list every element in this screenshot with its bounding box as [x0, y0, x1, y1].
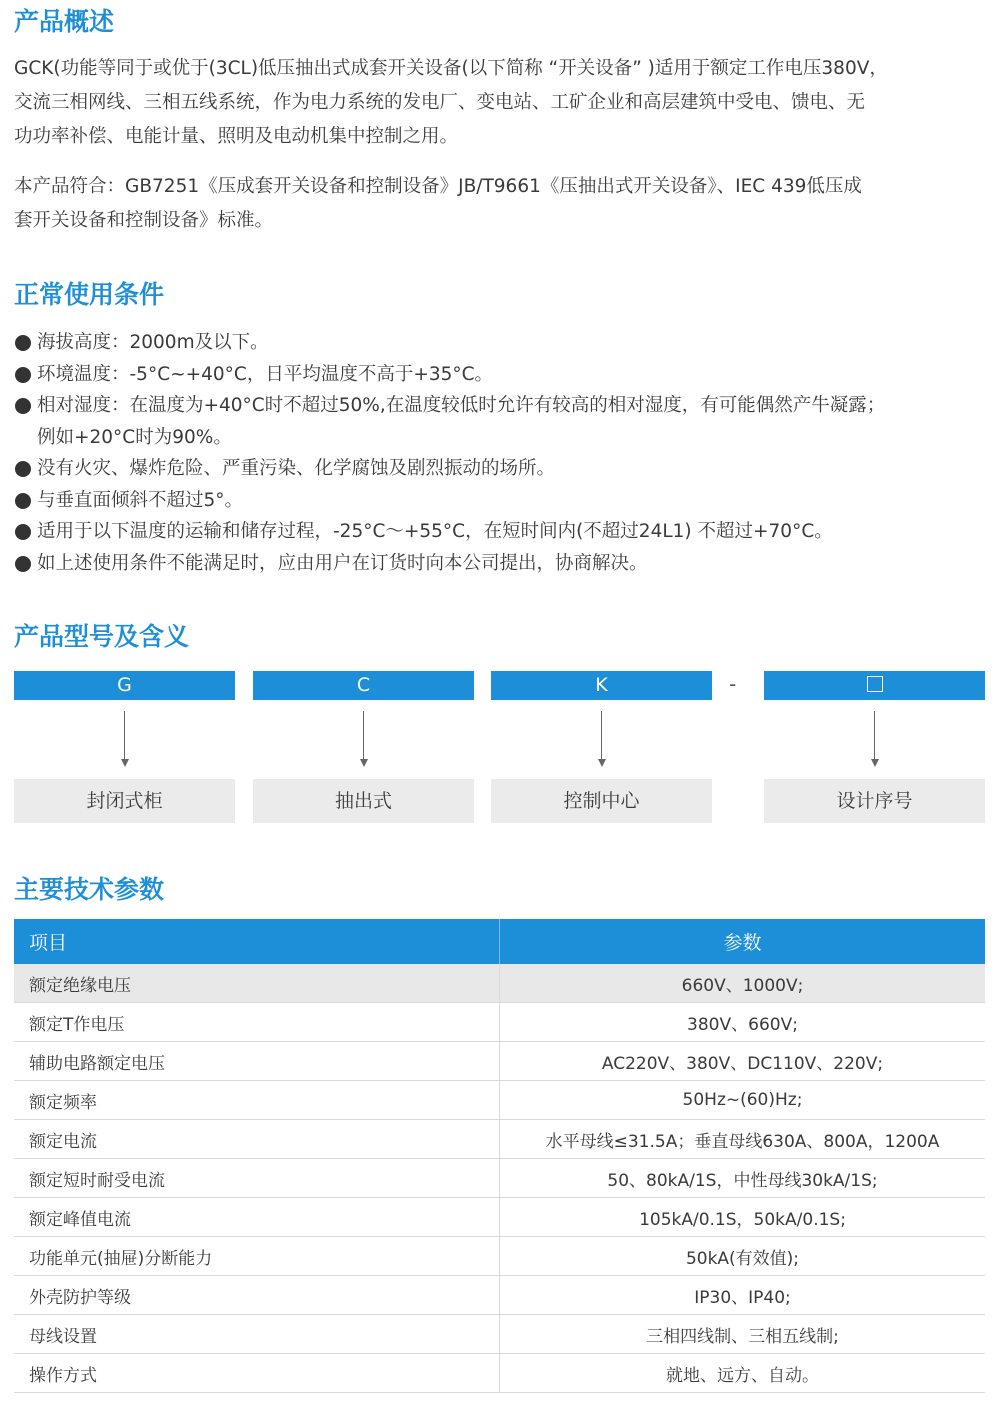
param-value: 50kA(有效值); — [500, 1237, 986, 1276]
condition-text: 海拔高度：2000m及以下。 — [37, 332, 269, 353]
model-title: 产品型号及含义 — [14, 622, 190, 651]
table-row — [14, 1315, 985, 1354]
table-row — [14, 1354, 985, 1393]
param-value: 380V、660V; — [500, 1003, 986, 1042]
param-value: 50、80kA/1S，中性母线30kA/1S; — [500, 1159, 986, 1198]
table-row — [14, 1081, 985, 1120]
table-row — [14, 1003, 985, 1042]
bullet-icon — [15, 556, 31, 572]
bullet-icon — [15, 461, 31, 477]
table-row — [14, 1159, 985, 1198]
table-row — [14, 1120, 985, 1159]
table-row — [14, 1276, 985, 1315]
overview-title: 产品概述 — [14, 7, 115, 36]
param-value: IP30、IP40; — [500, 1276, 986, 1315]
param-value: 三相四线制、三相五线制; — [500, 1315, 986, 1354]
param-name: 母线设置 — [14, 1315, 500, 1354]
model-code-placeholder — [764, 671, 985, 700]
param-value: 105kA/0.1S，50kA/0.1S; — [500, 1198, 986, 1237]
arrow-line — [601, 711, 602, 761]
text-line: 本产品符合：GB7251《压成套开关设备和控制设备》JB/T9661《压抽出式开关设备》、IEC 439低压成 — [14, 176, 862, 197]
param-name: 功能单元(抽屉)分断能力 — [14, 1237, 500, 1276]
header-value: 参数 — [500, 919, 986, 964]
table-row — [14, 1237, 985, 1276]
param-name: 外壳防护等级 — [14, 1276, 500, 1315]
table-row — [14, 1042, 985, 1081]
list-item — [14, 453, 990, 485]
overview-paragraph-2 — [14, 170, 990, 238]
arrow-down-icon — [360, 759, 368, 767]
param-name: 额定频率 — [14, 1081, 500, 1120]
meaning-control-center: 控制中心 — [491, 779, 712, 823]
conditions-list — [14, 327, 990, 579]
condition-text: 环境温度：-5°C~+40°C，日平均温度不高于+35°C。 — [37, 363, 494, 385]
model-code-c: C — [253, 671, 474, 700]
param-value: 就地、远方、自动。 — [500, 1354, 986, 1393]
bullet-icon — [15, 367, 31, 383]
list-item — [14, 516, 990, 548]
table-header-row — [14, 919, 985, 964]
condition-text: 如上述使用条件不能满足时，应由用户在订货时向本公司提出，协商解决。 — [37, 552, 648, 574]
bullet-icon — [15, 493, 31, 509]
list-item — [14, 359, 990, 391]
param-value: AC220V、380V、DC110V、220V; — [500, 1042, 986, 1081]
condition-text-continued: 例如+20°C时为90%。 — [37, 426, 232, 448]
model-code-g: G — [14, 671, 235, 700]
params-title: 主要技术参数 — [14, 875, 165, 904]
param-name: 额定电流 — [14, 1120, 500, 1159]
arrow-line — [363, 711, 364, 761]
condition-text: 适用于以下温度的运输和储存过程，-25°C～+55°C，在短时间内(不超过24L1) 不超过+70°C。 — [37, 521, 833, 542]
param-name: 操作方式 — [14, 1354, 500, 1393]
overview-paragraph-1 — [14, 52, 990, 154]
meaning-enclosed-cabinet: 封闭式柜 — [14, 779, 235, 823]
param-name: 额定短时耐受电流 — [14, 1159, 500, 1198]
condition-text: 没有火灾、爆炸危险、严重污染、化学腐蚀及剧烈振动的场所。 — [37, 458, 556, 479]
text-line: GCK(功能等同于或优于(3CL)低压抽出式成套开关设备(以下简称 “开关设备” )适用于额定工作电压380V， — [14, 58, 888, 79]
bullet-icon — [15, 398, 31, 414]
table-row — [14, 1198, 985, 1237]
list-item — [14, 390, 990, 453]
model-code-k: K — [491, 671, 712, 700]
param-name: 额定峰值电流 — [14, 1198, 500, 1237]
param-name: 额定绝缘电压 — [14, 964, 500, 1003]
list-item — [14, 485, 990, 517]
text-line: 套开关设备和控制设备》标准。 — [14, 210, 274, 231]
arrow-down-icon — [121, 759, 129, 767]
meaning-withdrawable: 抽出式 — [253, 779, 474, 823]
conditions-title: 正常使用条件 — [14, 280, 165, 309]
square-icon — [867, 676, 883, 692]
text-line: 功功率补偿、电能计量、照明及电动机集中控制之用。 — [14, 126, 459, 147]
condition-text: 相对湿度：在温度为+40°C时不超过50%,在温度较低时允许有较高的相对湿度，有可能偶然产牛凝露； — [37, 395, 886, 416]
param-name: 辅助电路额定电压 — [14, 1042, 500, 1081]
arrow-line — [874, 711, 875, 761]
arrow-down-icon — [598, 759, 606, 767]
list-item — [14, 327, 990, 359]
text-line: 交流三相网线、三相五线系统，作为电力系统的发电厂、变电站、工矿企业和高层建筑中受电、馈电、无 — [14, 92, 866, 113]
bullet-icon — [15, 335, 31, 351]
arrow-down-icon — [871, 759, 879, 767]
arrow-line — [124, 711, 125, 761]
table-row — [14, 964, 985, 1003]
list-item — [14, 548, 990, 580]
params-table — [14, 919, 985, 1393]
model-dash: - — [729, 672, 737, 696]
header-item: 项目 — [14, 919, 500, 964]
bullet-icon — [15, 524, 31, 540]
condition-text: 与垂直面倾斜不超过5°。 — [37, 489, 244, 511]
meaning-design-number: 设计序号 — [764, 779, 985, 823]
param-value: 水平母线≤31.5A；垂直母线630A、800A，1200A — [500, 1120, 986, 1159]
param-value: 660V、1000V; — [500, 964, 986, 1003]
param-name: 额定T作电压 — [14, 1003, 500, 1042]
param-value: 50Hz~(60)Hz; — [500, 1081, 986, 1120]
